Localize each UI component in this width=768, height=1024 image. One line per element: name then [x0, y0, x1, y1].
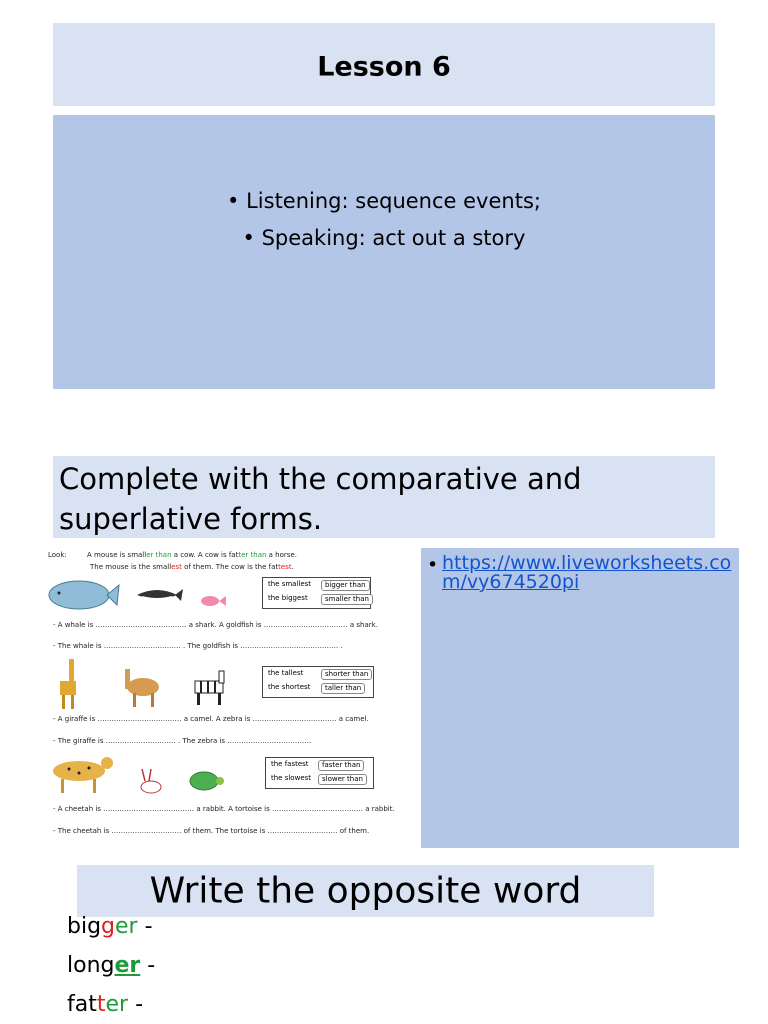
worksheet-line: - A giraffe is ……………………………… a camel. A zebra is ……………………………… a camel.	[53, 715, 369, 723]
option: smaller than	[321, 594, 373, 605]
objective-item: • Speaking: act out a story	[53, 220, 715, 257]
word-item-fatter: fatter -	[67, 992, 144, 1017]
option: the slowest	[268, 774, 314, 783]
giraffe-icon	[60, 659, 76, 709]
instruction-text: Complete with the comparative and superlative forms.	[59, 462, 582, 536]
word-item-bigger: bigger -	[67, 914, 153, 939]
link-box	[421, 548, 739, 848]
options-box-2	[262, 666, 374, 698]
worksheet-line: - A whale is ………………………………… a shark. A goldfish is ……………………………… a shark.	[53, 621, 378, 629]
land-animals-picture	[55, 657, 235, 712]
option: the fastest	[268, 760, 312, 769]
worksheet-line: - The cheetah is ………………………… of them. The tortoise is ………………………… of them.	[53, 827, 370, 835]
worksheet-image	[45, 545, 420, 843]
worksheet-link[interactable]: https://www.liveworksheets.com/vy674520pi	[442, 552, 732, 593]
rabbit-icon	[141, 769, 161, 793]
option: taller than	[321, 683, 365, 694]
option: faster than	[318, 760, 364, 771]
speed-animals-picture	[49, 751, 234, 799]
penguin-shark-icon	[137, 589, 183, 601]
worksheet-line: - The giraffe is ………………………… . The zebra is ………………………………	[53, 737, 312, 745]
lesson-title: Lesson 6	[317, 51, 451, 83]
sea-animals-picture	[47, 577, 232, 613]
zebra-icon	[195, 671, 224, 705]
lesson-title-box	[53, 23, 715, 106]
option: the shortest	[265, 683, 313, 692]
option: the biggest	[265, 594, 311, 603]
bullet: •	[427, 554, 439, 576]
option: the smallest	[265, 580, 314, 589]
cheetah-icon	[53, 757, 113, 793]
option: shorter than	[321, 669, 372, 680]
objectives-list	[53, 183, 715, 257]
worksheet-line: - A cheetah is ………………………………… a rabbit. A tortoise is ………………………………… a rabbit.	[53, 805, 395, 813]
options-box-3	[265, 757, 374, 789]
objective-item: • Listening: sequence events;	[53, 183, 715, 220]
objectives-box	[53, 115, 715, 389]
worksheet-look: Look:	[48, 551, 67, 559]
option: slower than	[318, 774, 367, 785]
word-item-longer: longer -	[67, 953, 156, 978]
whale-icon	[49, 581, 119, 609]
worksheet-example-1: A mouse is smaller than a cow. A cow is fatter than a horse.	[87, 551, 297, 559]
camel-icon	[125, 669, 159, 707]
opposite-title-box	[77, 865, 654, 917]
options-box-1	[262, 577, 371, 609]
instruction-box	[53, 456, 715, 538]
option: the tallest	[265, 669, 306, 678]
option: bigger than	[321, 580, 370, 591]
tortoise-icon	[190, 772, 224, 790]
opposite-title: Write the opposite word	[149, 870, 582, 912]
worksheet-example-2: The mouse is the smallest of them. The cow is the fattest.	[90, 563, 294, 571]
goldfish-icon	[201, 596, 226, 606]
worksheet-line: - The whale is …………………………… . The goldfish is …………………………………… .	[53, 642, 343, 650]
